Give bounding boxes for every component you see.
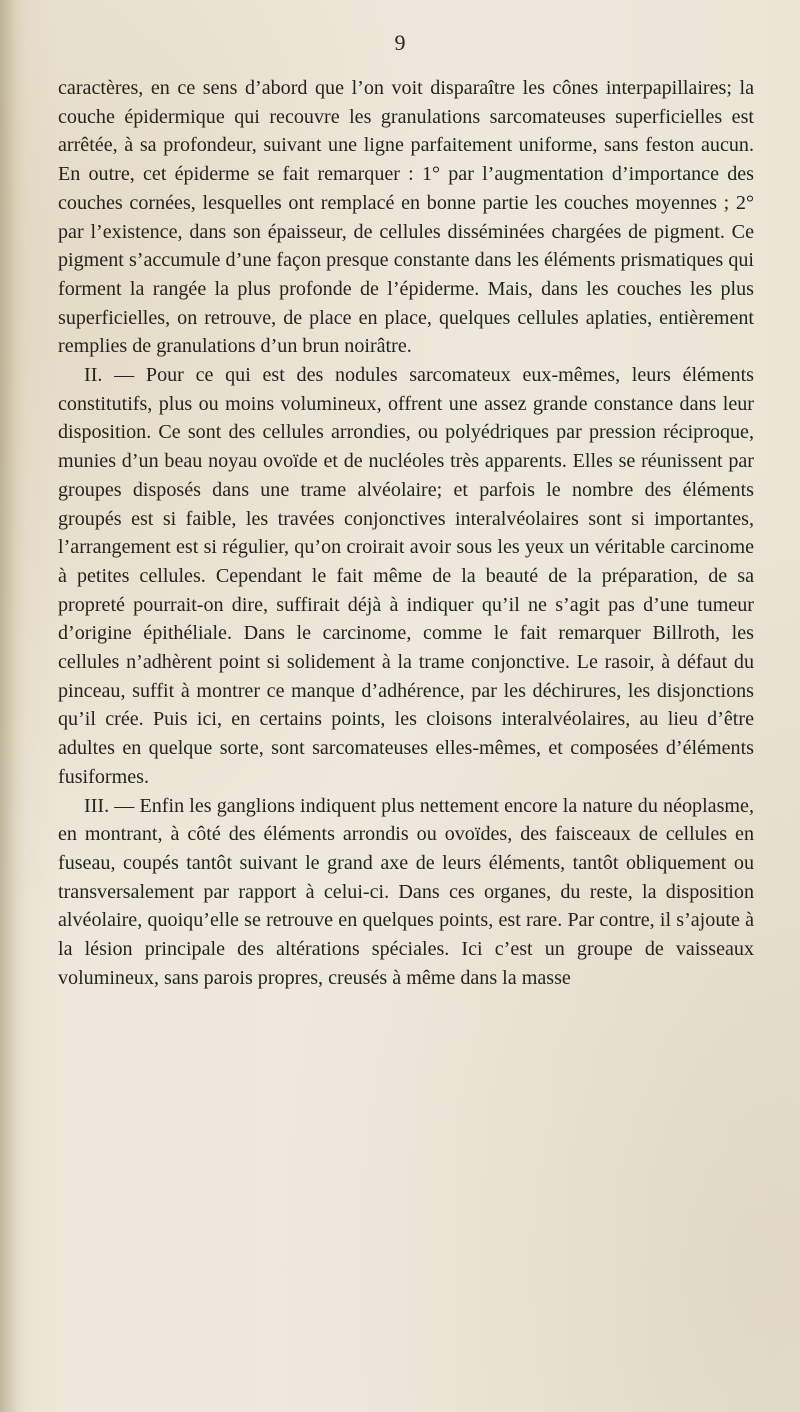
- binding-shadow: [0, 0, 26, 1412]
- paragraph-section-3: III. — Enfin les ganglions indiquent plus nettement encore la nature du néoplasme, en montrant, à côté des éléments arrondis ou ovoïdes, des faisceaux de cellules en fuseau, coupés tantôt suivant le grand axe de leurs éléments, tantôt obliquement ou transversalement par rapport à celui-ci. Dans ces organes, du reste, la disposition alvéolaire, quoiqu’elle se retrouve en quelques points, est rare. Par contre, il s’ajoute à la lésion principale des altérations spéciales. Ici c’est un groupe de vaisseaux volumineux, sans parois propres, creusés à même dans la masse: [58, 794, 754, 989]
- page-number: 9: [394, 30, 406, 55]
- body-text: [58, 74, 754, 993]
- paragraph-continuation: caractères, en ce sens d’abord que l’on voit disparaître les cônes interpapillaires; la couche épidermique qui recouvre les granulations sarcomateuses superficielles est arrêtée, à sa profondeur, suivant une ligne parfaitement uniforme, sans feston aucun. En outre, cet épiderme se fait remarquer : 1° par l’augmentation d’importance des couches cornées, lesquelles ont remplacé en bonne partie les couches moyennes ; 2° par l’existence, dans son épaisseur, de cellules disséminées chargées de pigment. Ce pigment s’accumule d’une façon presque constante dans les éléments prismatiques qui forment la rangée la plus profonde de l’épiderme. Mais, dans les couches les plus superficielles, on retrouve, de place en place, quelques cellules aplaties, entièrement remplies de granulations d’un brun noirâtre.: [58, 77, 754, 358]
- paragraph-section-2: II. — Pour ce qui est des nodules sarcomateux eux-mêmes, leurs éléments constitutifs, plus ou moins volumineux, offrent une assez grande constance dans leur disposition. Ce sont des cellules arrondies, ou polyédriques par pression réciproque, munies d’un beau noyau ovoïde et de nucléoles très apparents. Elles se réunissent par groupes disposés dans une trame alvéolaire; et parfois le nombre des éléments groupés est si faible, les travées conjonctives interalvéolaires sont si importantes, l’arrangement est si régulier, qu’on croirait avoir sous les yeux un véritable carcinome à petites cellules. Cependant le fait même de la beauté de la préparation, de sa propreté pourrait-on dire, suffirait déjà à indiquer qu’il ne s’agit pas d’une tumeur d’origine épithéliale. Dans le carcinome, comme le fait remarquer Billroth, les cellules n’adhèrent point si solidement à la trame conjonctive. Le rasoir, à défaut du pinceau, suffit à montrer ce manque d’adhérence, par les déchirures, les disjonctions qu’il crée. Puis ici, en certains points, les cloisons interalvéolaires, au lieu d’être adultes en quelque sorte, sont sarcomateuses elles-mêmes, et composées d’éléments fusiformes.: [58, 364, 754, 788]
